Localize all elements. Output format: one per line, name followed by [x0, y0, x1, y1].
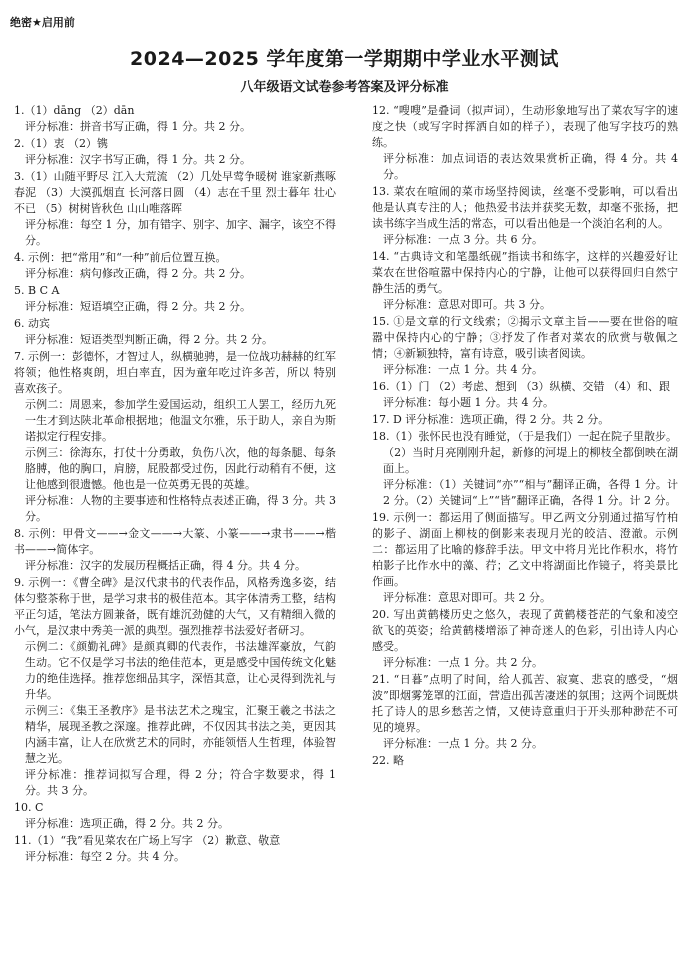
- answer-item: [14, 250, 336, 282]
- answer-detail: 评分标准：病句修改正确，得 2 分。共 2 分。: [25, 267, 251, 280]
- answer-text: 21. “日暮”点明了时间，给人孤苦、寂寞、悲哀的感受，“烟波”即烟雾笼罩的江面，营造出孤苦凄迷的氛围；这两个词既烘托了诗人的思乡愁苦之情，又使诗意重归于开头那种渺茫不可见的境界。: [372, 673, 678, 734]
- answer-item: [372, 249, 678, 313]
- answer-item: [14, 575, 336, 799]
- answer-text: 5. B C A: [14, 284, 60, 297]
- answer-column-left: [14, 103, 336, 866]
- answer-text: 18.（1）张怀民也没有睡觉，（于是我们）一起在院子里散步。: [372, 430, 677, 443]
- page-subtitle: 八年级语文试卷参考答案及评分标准: [240, 80, 449, 95]
- answer-text: 16.（1）门 （2）考虑、想到 （3）纵横、交错 （4）和、跟: [372, 380, 670, 393]
- answer-detail: 评分标准：人物的主要事迹和性格特点表述正确，得 3 分。共 3 分。: [25, 494, 336, 523]
- answer-item: [14, 800, 336, 832]
- answer-detail: 评分标准：汉字的发展历程概括正确，得 4 分。共 4 分。: [25, 559, 306, 572]
- answer-detail: 评分标准：一点 1 分。共 4 分。: [383, 363, 543, 376]
- page-title: 2024—2025 学年度第一学期期中学业水平测试: [130, 48, 559, 70]
- answer-text: 13. 菜农在喧闹的菜市场坚持阅读，丝毫不受影响，可以看出他是认真专注的人；他热爱书法并获奖无数，却毫不张扬，把读书练字当成生活的常态，可以看出他是一个淡泊名利的人。: [372, 185, 678, 230]
- answer-text: 1.（1）dāng （2）dān: [14, 104, 135, 117]
- answer-text: 3.（1）山随平野尽 江入大荒流 （2）几处早莺争暖树 谁家新燕啄春泥 （3）大漠孤烟直 长河落日圆 （4）志在千里 烈士暮年 壮心不已 （5）树树皆秋色 山山唯落晖: [14, 170, 336, 215]
- answer-detail: 评分标准：一点 1 分。共 2 分。: [383, 737, 543, 750]
- answer-text: 9. 示例一：《曹全碑》是汉代隶书的代表作品，风格秀逸多姿，结体匀整茶称于世，是学习隶书的极佳范本。其字体清秀工整，结构平正匀适，笔法方圆兼备，既有雄沉劲健的大气，又有精细入微的小气，是汉隶中秀美一派的典型。强烈推荐书法爱好者研习。: [14, 576, 336, 637]
- answer-detail: 评分标准：加点词语的表达效果赏析正确，得 4 分。共 4 分。: [383, 152, 678, 181]
- answer-detail: 评分标准：汉字书写正确，得 1 分。共 2 分。: [25, 153, 251, 166]
- answer-item: [372, 379, 678, 411]
- answer-item: [14, 833, 336, 865]
- answer-detail: 评分标准：选项正确，得 2 分。共 2 分。: [25, 817, 229, 830]
- answer-item: [372, 103, 678, 183]
- answer-item: [372, 314, 678, 378]
- answer-text: 2.（1）衷 （2）镌: [14, 137, 108, 150]
- answer-text: 17. D 评分标准：选项正确，得 2 分。共 2 分。: [372, 413, 610, 426]
- answer-detail: 评分标准：一点 3 分。共 6 分。: [383, 233, 543, 246]
- answer-detail: 示例三：徐海东，打仗十分勇敢，负伤八次，他的每条腿、每条胳膊，他的胸口，肩膀，屁股都受过伤，因此行动稍有不便，这让他感到很遗憾。他也是一位英勇无畏的英雄。: [25, 446, 336, 491]
- answer-text: 20. 写出黄鹤楼历史之悠久，表现了黄鹤楼苍茫的气象和凌空欲飞的英姿；给黄鹤楼增添了神奇迷人的色彩，引出诗人内心感受。: [372, 608, 678, 653]
- answer-text: 19. 示例一：都运用了侧面描写。甲乙两文分别通过描写竹柏的影子、湖面上柳枝的倒影来表现月光的皎洁、澄澈。示例二：都运用了比喻的修辞手法。甲文中将月光比作积水，将竹柏影子比作水中的藻、荇；乙文中将湖面比作镜子，将美景比作画。: [372, 511, 678, 588]
- answer-text: 4. 示例：把“常用”和“一种”前后位置互换。: [14, 251, 227, 264]
- answer-item: [372, 510, 678, 606]
- answer-detail: 评分标准：拼音书写正确，得 1 分。共 2 分。: [25, 120, 251, 133]
- answer-item: [372, 753, 678, 769]
- answer-item: [14, 136, 336, 168]
- answer-detail: 评分标准：每小题 1 分。共 4 分。: [383, 396, 554, 409]
- answer-detail: 评分标准：推荐词拟写合理，得 2 分；符合字数要求，得 1 分。共 3 分。: [25, 768, 336, 797]
- answer-detail: 示例二：《颜勤礼碑》是颜真卿的代表作，书法雄浑豪放，气韵生动。它不仅是学习书法的绝佳范本，更是感受中国传统文化魅力的绝佳选择。推荐您细品其字，深悟其意，让心灵得到洗礼与升华。: [25, 640, 336, 701]
- answer-detail: 评分标准：短语填空正确，得 2 分。共 2 分。: [25, 300, 251, 313]
- answer-text: 15. ①是文章的行文线索；②揭示文章主旨——要在世俗的喧嚣中保持内心的宁静；③抒发了作者对菜农的欣赏与敬佩之情；④新颖独特，富有诗意，吸引读者阅读。: [372, 315, 678, 360]
- answer-text: 11.（1）“我”看见菜农在广场上写字 （2）歉意、敬意: [14, 834, 281, 847]
- confidential-label: 绝密★启用前: [10, 16, 75, 29]
- answer-detail: （2）当时月亮刚刚升起，新修的河堤上的柳枝全都倒映在湖面上。: [383, 446, 678, 475]
- answer-item: [14, 316, 336, 348]
- answer-item: [14, 169, 336, 249]
- answer-text: 7. 示例一：彭德怀，才智过人，纵横驰骋，是一位战功赫赫的红军将领；他性格爽朗，坦白率直，因为童年吃过许多苦，所以 特别喜欢孩子。: [14, 350, 336, 395]
- answer-item: [372, 429, 678, 509]
- answer-detail: 评分标准：一点 1 分。共 2 分。: [383, 656, 543, 669]
- answer-detail: 示例二：周恩来，参加学生爱国运动，组织工人罢工，经历九死一生才到达陕北革命根据地；他温文尔雅，乐于助人，亲自为斯诺拟定行程安排。: [25, 398, 336, 443]
- answer-detail: 示例三：《集王圣教序》是书法艺术之瑰宝，汇聚王羲之书法之精华，展现圣教之深邃。推荐此碑，不仅因其书法之美，更因其内涵丰富，让人在欣赏艺术的同时，亦能领悟人生哲理，体验智慧之光。: [25, 704, 336, 765]
- answer-column-right: [372, 103, 678, 770]
- answer-item: [372, 607, 678, 671]
- answer-item: [14, 526, 336, 574]
- answer-detail: 评分标准：短语类型判断正确，得 2 分。共 2 分。: [25, 333, 273, 346]
- answer-item: [372, 672, 678, 752]
- answer-text: 14. “古典诗文和笔墨纸砚”指读书和练字，这样的兴趣爱好让菜农在世俗喧嚣中保持内心的宁静，让他可以获得回归自然宁静生活的勇气。: [372, 250, 678, 295]
- answer-item: [372, 412, 678, 428]
- answer-detail: 评分标准：每空 1 分，加有错字、别字、加字、漏字，该空不得分。: [25, 218, 336, 247]
- answer-item: [372, 184, 678, 248]
- answer-item: [14, 103, 336, 135]
- answer-item: [14, 283, 336, 315]
- answer-detail: 评分标准：意思对即可。共 3 分。: [383, 298, 551, 311]
- answer-text: 10. C: [14, 801, 44, 814]
- answer-detail: 评分标准：每空 2 分。共 4 分。: [25, 850, 185, 863]
- answer-text: 12. “嗖嗖”是叠词（拟声词），生动形象地写出了菜农写字的速度之快（或写字时挥洒自如的样子），表现了他写字技巧的熟练。: [372, 104, 678, 149]
- answer-text: 8. 示例：甲骨文——→金文——→大篆、小篆——→隶书——→楷书——→简体字。: [14, 527, 336, 556]
- answer-detail: 评分标准：意思对即可。共 2 分。: [383, 591, 551, 604]
- answer-text: 6. 动宾: [14, 317, 50, 330]
- answer-detail: 评分标准：（1）关键词“亦”“相与”翻译正确，各得 1 分。计 2 分。（2）关键词“上”“皆”翻译正确，各得 1 分。计 2 分。: [383, 478, 678, 507]
- answer-item: [14, 349, 336, 525]
- answer-text: 22. 略: [372, 754, 404, 767]
